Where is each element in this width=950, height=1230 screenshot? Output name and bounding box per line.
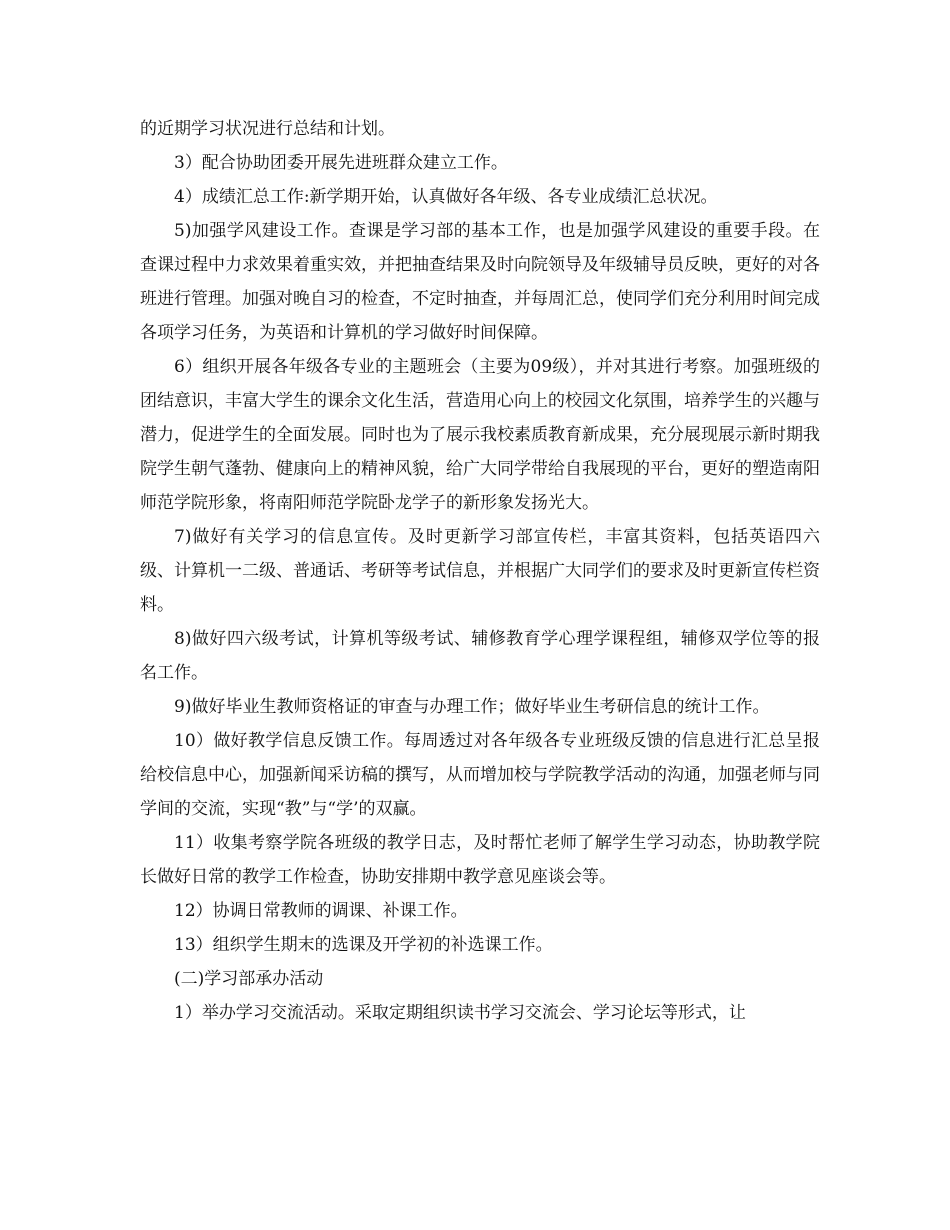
paragraph-7: 8)做好四六级考试，计算机等级考试、辅修教育学心理学课程组，辅修双学位等的报名工作。: [140, 629, 820, 683]
paragraph-1: 的近期学习状况进行总结和计划。: [140, 119, 395, 139]
paragraph-9: 10）做好教学信息反馈工作。每周透过对各年级各专业班级反馈的信息进行汇总呈报给校信息中心，加强新闻采访稿的撰写，从而增加校与学院教学活动的沟通，加强老师与同学间的交流，实现“教”与“学’的双赢。: [140, 731, 820, 819]
document-page: [140, 112, 820, 1030]
paragraph-4: 5)加强学风建设工作。查课是学习部的基本工作，也是加强学风建设的重要手段。在查课过程中力求效果着重实效，并把抽查结果及时向院领导及年级辅导员反映，更好的对各班进行管理。加强对晚自习的检查，不定时抽查，并每周汇总，使同学们充分利用时间完成各项学习任务，为英语和计算机的学习做好时间保障。: [140, 221, 820, 343]
paragraph-6: 7)做好有关学习的信息宣传。及时更新学习部宣传栏，丰富其资料，包括英语四六级、计算机一二级、普通话、考研等考试信息，并根据广大同学们的要求及时更新宣传栏资料。: [140, 527, 820, 615]
paragraph-5: 6）组织开展各年级各专业的主题班会（主要为09级），并对其进行考察。加强班级的团结意识，丰富大学生的课余文化生活，营造用心向上的校园文化氛围，培养学生的兴趣与潜力，促进学生的全面发展。同时也为了展示我校素质教育新成果，充分展现展示新时期我院学生朝气蓬勃、健康向上的精神风貌，给广大同学带给自我展现的平台，更好的塑造南阳师范学院形象，将南阳师范学院卧龙学子的新形象发扬光大。: [140, 357, 820, 513]
paragraph-12: 13）组织学生期末的选课及开学初的补选课工作。: [174, 935, 553, 955]
paragraph-10: 11）收集考察学院各班级的教学日志，及时帮忙老师了解学生学习动态，协助教学院长做好日常的教学工作检查，协助安排期中教学意见座谈会等。: [140, 833, 820, 887]
paragraph-13: 1）举办学习交流活动。采取定期组织读书学习交流会、学习论坛等形式，让: [174, 1003, 746, 1023]
paragraph-11: 12）协调日常教师的调课、补课工作。: [174, 901, 468, 921]
paragraph-2: 3）配合协助团委开展先进班群众建立工作。: [174, 153, 508, 173]
section-heading: (二)学习部承办活动: [174, 969, 324, 989]
paragraph-8: 9)做好毕业生教师资格证的审查与办理工作；做好毕业生考研信息的统计工作。: [174, 697, 770, 717]
paragraph-3: 4）成绩汇总工作:新学期开始，认真做好各年级、各专业成绩汇总状况。: [174, 187, 718, 207]
